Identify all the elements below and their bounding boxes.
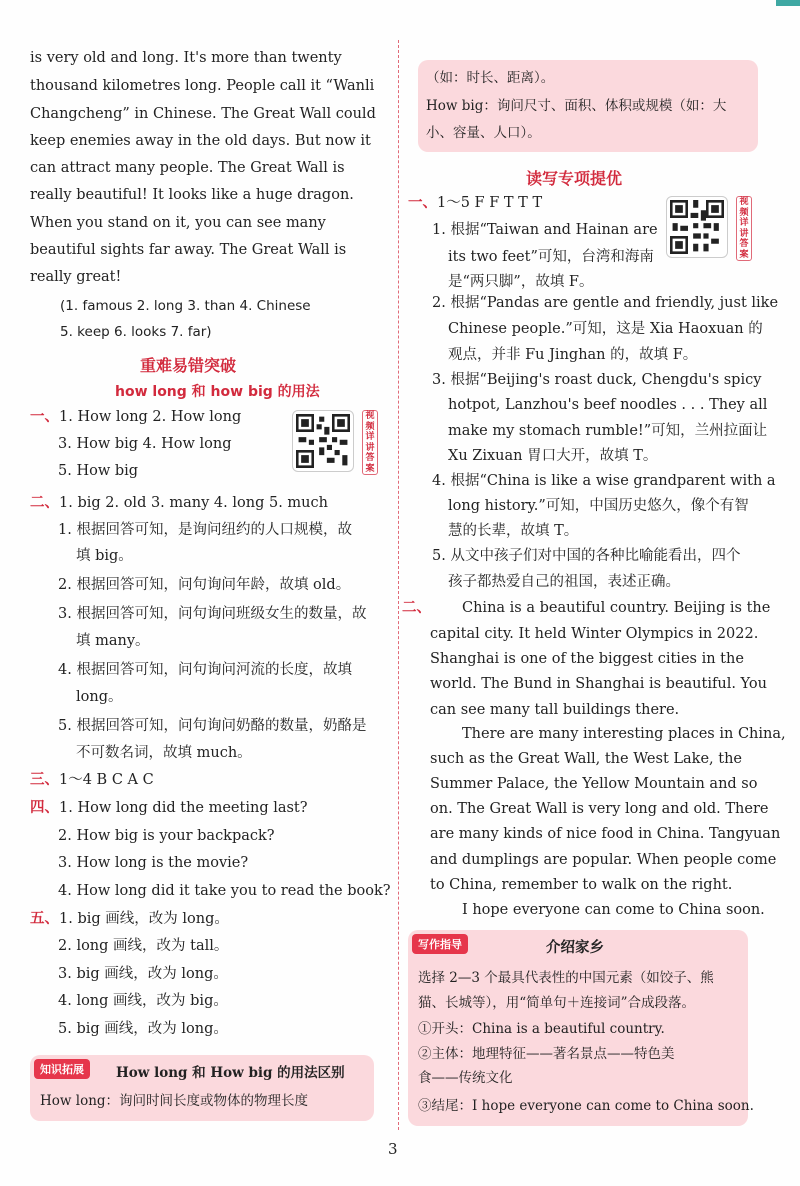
passage-line: thousand kilometres long. People call it “Wanli	[30, 78, 375, 94]
answer-line: 是“两只脚”，故填 F。	[448, 274, 594, 290]
answer-line: make my stomach rumble!”可知，兰州拉面让	[448, 423, 768, 439]
corner-mark	[776, 0, 800, 6]
section-subtitle: how long 和 how big 的用法	[115, 384, 320, 400]
answer-line: 1. 根据“Taiwan and Hainan are	[432, 222, 658, 238]
answer-line: 一、1～5 F F T T T	[408, 194, 543, 211]
qr-label: 视 频 详 讲 答 案	[362, 410, 378, 475]
box-line: How big：询问尺寸、面积、体积或规模（如：大	[426, 98, 727, 114]
answer-line: 3. How long is the movie?	[58, 855, 249, 871]
answer-line: 4. How long did it take you to read the book?	[58, 883, 391, 899]
answer-list: (1. famous 2. long 3. than 4. Chinese	[60, 298, 311, 314]
passage-line: is very old and long. It's more than twenty	[30, 50, 342, 66]
qr-code[interactable]	[292, 410, 354, 472]
answer-line: 4. long 画线，改为 big。	[58, 993, 228, 1009]
question-label: 二、	[402, 599, 431, 616]
answer-line: 3. How big 4. How long	[58, 436, 232, 452]
knowledge-title: How long 和 How big 的用法区别	[116, 1065, 345, 1081]
answer-line: 3. big 画线，改为 long。	[58, 966, 228, 982]
column-divider	[398, 40, 399, 1130]
answer-line: 2. long 画线，改为 tall。	[58, 938, 229, 954]
essay-line: can see many tall buildings there.	[430, 702, 680, 718]
essay-line: to China, remember to walk on the right.	[430, 877, 733, 893]
answer-line: 填 big。	[76, 548, 133, 564]
knowledge-box	[30, 1055, 374, 1121]
passage-line: can attract many people. The Great Wall is	[30, 160, 345, 176]
passage-line: keep enemies away in the old days. But now it	[30, 133, 371, 149]
answer-line: 1. 根据回答可知，是询问纽约的人口规模，故	[58, 522, 352, 538]
answer-line: 4. 根据回答可知，问句询问河流的长度，故填	[58, 662, 352, 678]
answer-line: 4. 根据“China is like a wise grandparent with a	[432, 473, 776, 489]
essay-line: world. The Bund in Shanghai is beautiful. You	[430, 676, 767, 692]
essay-line: There are many interesting places in China,	[462, 726, 786, 742]
guide-line: 食——传统文化	[418, 1070, 513, 1086]
answer-line: Chinese people.”可知，这是 Xia Haoxuan 的	[448, 321, 763, 337]
answer-line: 3. 根据“Beijing's roast duck, Chengdu's spicy	[432, 372, 762, 388]
answer-line: 二、1. big 2. old 3. many 4. long 5. much	[30, 494, 328, 511]
answer-line: 五、1. big 画线，改为 long。	[30, 910, 229, 927]
essay-line: I hope everyone can come to China soon.	[462, 902, 765, 918]
passage-line: beautiful sights far away. The Great Wall is	[30, 242, 347, 258]
answer-line: 孩子都热爱自己的祖国，表述正确。	[448, 574, 680, 590]
box-line: 小、容量、人口）。	[426, 125, 541, 141]
passage-line: Changcheng” in Chinese. The Great Wall could	[30, 106, 376, 122]
essay-line: capital city. It held Winter Olympics in 2022.	[430, 626, 759, 642]
answer-line: hotpot, Lanzhou's beef noodles . . . They all	[448, 397, 768, 413]
answer-list: 5. keep 6. looks 7. far)	[60, 324, 212, 340]
answer-line: 填 many。	[76, 633, 150, 649]
answer-line: 2. 根据“Pandas are gentle and friendly, just like	[432, 295, 779, 311]
answer-line: 四、1. How long did the meeting last?	[30, 799, 308, 816]
answer-line: 观点，并非 Fu Jinghan 的，故填 F。	[448, 347, 698, 363]
guide-line: 猫、长城等），用“简单句＋连接词”合成段落。	[418, 995, 696, 1011]
essay-line: such as the Great Wall, the West Lake, the	[430, 751, 742, 767]
passage-line: really beautiful! It looks like a huge dragon.	[30, 187, 354, 203]
guide-line: ②主体：地理特征——著名景点——特色美	[418, 1046, 675, 1062]
qr-label: 视 频 详 讲 答 案	[736, 196, 752, 261]
answer-line: 5. How big	[58, 463, 139, 479]
answer-line: 5. 从文中孩子们对中国的各种比喻能看出，四个	[432, 548, 741, 564]
knowledge-tag: 知识拓展	[34, 1059, 90, 1079]
essay-line: Summer Palace, the Yellow Mountain and so	[430, 776, 758, 792]
page-number: 3	[388, 1140, 398, 1158]
answer-line: 慧的长辈，故填 T。	[448, 523, 579, 539]
essay-line: and dumplings are popular. When people come	[430, 852, 777, 868]
passage-line: really great!	[30, 269, 122, 285]
section-title: 读写专项提优	[526, 169, 623, 188]
essay-line: on. The Great Wall is very long and old. There	[430, 801, 769, 817]
box-line: （如：时长、距离）。	[426, 70, 555, 86]
answer-line: its two feet”可知，台湾和海南	[448, 249, 654, 265]
writing-guide-title: 介绍家乡	[546, 939, 604, 956]
guide-line: ③结尾：I hope everyone can come to China soon.	[418, 1098, 754, 1114]
answer-line: 3. 根据回答可知，问句询问班级女生的数量，故	[58, 606, 367, 622]
answer-line: long history.”可知，中国历史悠久，像个有智	[448, 498, 749, 514]
qr-code[interactable]	[666, 196, 728, 258]
answer-line: 5. big 画线，改为 long。	[58, 1021, 228, 1037]
answer-line: 不可数名词，故填 much。	[76, 745, 252, 761]
essay-line: Shanghai is one of the biggest cities in the	[430, 651, 744, 667]
answer-line: long。	[76, 689, 123, 705]
writing-guide-box	[408, 930, 754, 1126]
answer-line: Xu Zixuan 胃口大开，故填 T。	[448, 448, 658, 464]
guide-line: ①开头：China is a beautiful country.	[418, 1021, 665, 1037]
essay-line: are many kinds of nice food in China. Tangyuan	[430, 826, 781, 842]
answer-line: 5. 根据回答可知，问句询问奶酪的数量，奶酪是	[58, 718, 367, 734]
answer-line: 三、1～4 B C A C	[30, 771, 154, 788]
guide-line: 选择 2—3 个最具代表性的中国元素（如饺子、熊	[418, 970, 714, 986]
answer-line: 2. 根据回答可知，问句询问年龄，故填 old。	[58, 577, 351, 593]
knowledge-box-continued	[418, 60, 758, 152]
answer-line: 2. How big is your backpack?	[58, 828, 275, 844]
writing-guide-tag: 写作指导	[412, 934, 468, 954]
passage-line: When you stand on it, you can see many	[30, 215, 326, 231]
answer-line: 一、1. How long 2. How long	[30, 408, 242, 425]
essay-line: China is a beautiful country. Beijing is the	[462, 600, 771, 616]
section-title: 重难易错突破	[140, 356, 237, 375]
knowledge-line: How long：询问时间长度或物体的物理长度	[40, 1093, 309, 1109]
